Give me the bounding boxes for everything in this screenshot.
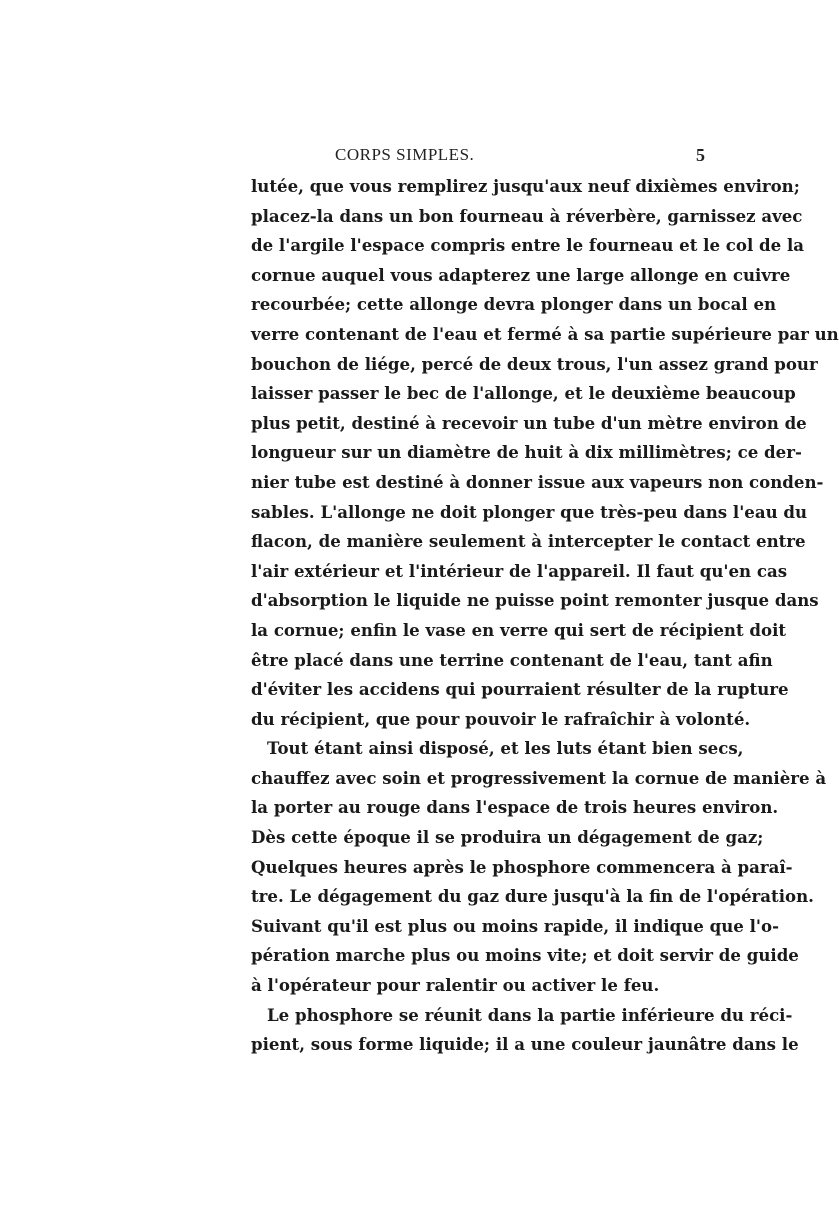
text-line: être placé dans une terrine contenant de l'eau, tant afin	[251, 649, 773, 670]
text-line: chauffez avec soin et progressivement la cornue de manière à	[251, 767, 827, 788]
text-line: verre contenant de l'eau et fermé à sa partie supérieure par un	[251, 323, 839, 344]
running-head: CORPS SIMPLES.	[335, 145, 475, 164]
text-line: cornue auquel vous adapterez une large allonge en cuivre	[251, 264, 791, 285]
text-line: sables. L'allonge ne doit plonger que très-peu dans l'eau du	[251, 501, 808, 522]
text-line: flacon, de manière seulement à intercepter le contact entre	[251, 531, 806, 552]
text-line: d'éviter les accidens qui pourraient résulter de la rupture	[251, 679, 789, 700]
text-line: Dès cette époque il se produira un dégagement de gaz;	[251, 827, 764, 848]
body-text	[251, 172, 839, 1060]
text-line: nier tube est destiné à donner issue aux vapeurs non conden-	[251, 471, 824, 492]
text-line: pération marche plus ou moins vite; et doit servir de guide	[251, 945, 799, 966]
text-line: d'absorption le liquide ne puisse point remonter jusque dans	[251, 590, 819, 611]
text-line: l'air extérieur et l'intérieur de l'appareil. Il faut qu'en cas	[251, 560, 788, 581]
text-line: à l'opérateur pour ralentir ou activer le feu.	[251, 975, 660, 996]
text-line: de l'argile l'espace compris entre le fourneau et le col de la	[251, 235, 805, 256]
text-line: Le phosphore se réunit dans la partie inférieure du réci-	[267, 1004, 793, 1025]
text-line: laisser passer le bec de l'allonge, et le deuxième beaucoup	[251, 383, 796, 404]
text-line: bouchon de liége, percé de deux trous, l'un assez grand pour	[251, 353, 818, 374]
text-line: recourbée; cette allonge devra plonger dans un bocal en	[251, 294, 777, 315]
text-line: plus petit, destiné à recevoir un tube d'un mètre environ de	[251, 412, 807, 433]
text-line: Tout étant ainsi disposé, et les luts étant bien secs,	[267, 738, 744, 759]
text-line: Suivant qu'il est plus ou moins rapide, il indique que l'o-	[251, 915, 779, 936]
text-line: Quelques heures après le phosphore commencera à paraî-	[251, 856, 793, 877]
page-header	[335, 145, 705, 169]
page-number: 5	[696, 145, 705, 165]
text-line: la porter au rouge dans l'espace de trois heures environ.	[251, 797, 779, 818]
text-line: la cornue; enfin le vase en verre qui sert de récipient doit	[251, 619, 787, 640]
text-line: tre. Le dégagement du gaz dure jusqu'à la fin de l'opération.	[251, 886, 814, 907]
text-line: pient, sous forme liquide; il a une couleur jaunâtre dans le	[251, 1034, 799, 1055]
text-line: placez-la dans un bon fourneau à réverbère, garnissez avec	[251, 205, 803, 226]
text-line: longueur sur un diamètre de huit à dix millimètres; ce der-	[251, 442, 802, 463]
text-line: lutée, que vous remplirez jusqu'aux neuf dixièmes environ;	[251, 176, 800, 196]
text-line: du récipient, que pour pouvoir le rafraîchir à volonté.	[251, 708, 751, 729]
